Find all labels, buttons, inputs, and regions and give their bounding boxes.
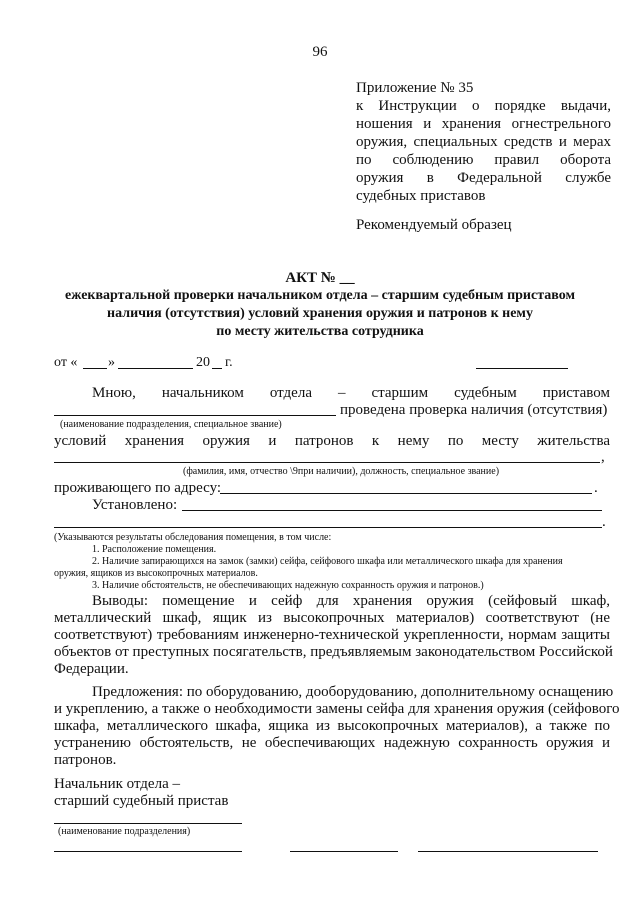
date-prefix: от « [54, 355, 78, 370]
conclusions-line: объектов от преступных посягательств, предъявляемым законодательством Российской [54, 644, 613, 660]
appendix-block [356, 80, 611, 206]
date-quote-close: » [108, 355, 115, 370]
signature-hint: (наименование подразделения) [58, 826, 191, 837]
appendix-line: по соблюдению правил оборота [356, 152, 611, 168]
notes-item-1: 1. Расположение помещения. [92, 544, 217, 555]
appendix-line: оружия, специальных средств и мерах [356, 134, 611, 150]
month-field[interactable] [118, 368, 193, 369]
notes-intro: (Указываются результаты обследования помещения, в том числе: [54, 532, 332, 543]
appendix-line: оружия в Федеральной службе [356, 170, 611, 186]
act-subtitle-line: по месту жительства сотрудника [216, 324, 424, 339]
signature-name-field[interactable] [418, 851, 598, 852]
hint-division: (наименование подразделения, специальное звание) [60, 419, 282, 430]
notes-item-2-cont: оружия, ящиков из высокопрочных материалов. [54, 568, 258, 579]
proposals-line: Предложения: по оборудованию, дооборудованию, дополнительному оснащению [92, 684, 614, 700]
person-field-end: , [601, 449, 605, 465]
body-line-2-tail: проведена проверка наличия (отсутствия) [340, 402, 608, 418]
appendix-title: Приложение № 35 [356, 80, 474, 96]
signature-field[interactable] [290, 851, 398, 852]
act-subtitle-line: наличия (отсутствия) условий хранения оружия и патронов к нему [107, 306, 533, 321]
hint-person: (фамилия, имя, отчество \9при наличии), должность, специальное звание) [183, 466, 500, 477]
proposals-line: устранению обстоятельств, не обеспечивающих надежную сохранность оружия и [54, 735, 610, 751]
proposals-line: и укреплению, а также о необходимости замены сейфа для хранения оружия (сейфового [54, 701, 620, 717]
division-field[interactable] [54, 415, 336, 416]
established-field[interactable] [54, 527, 602, 528]
signature-rank-field[interactable] [54, 851, 242, 852]
notes-item-2: 2. Наличие запирающихся на замок (замки) сейфа, сейфового шкафа или металлического шкафа для хранения [92, 556, 563, 567]
appendix-line: к Инструкции о порядке выдачи, [356, 98, 611, 114]
sample-note: Рекомендуемый образец [356, 217, 512, 233]
date-year: 20 [196, 355, 210, 370]
day-field[interactable] [83, 368, 107, 369]
act-subtitle-line: ежеквартальной проверки начальником отдела – старшим судебным приставом [65, 288, 575, 303]
address-field[interactable] [220, 493, 592, 494]
year-field[interactable] [212, 368, 222, 369]
established-label: Установлено: [92, 497, 178, 513]
established-field[interactable] [182, 510, 602, 511]
appendix-line: судебных приставов [356, 188, 486, 204]
proposals-last: патронов. [54, 752, 117, 768]
established-end: . [602, 514, 606, 530]
proposals-line: шкафа, металлического шкафа, ящика из высокопрочных материалов), а также по [54, 718, 610, 734]
conclusions-line: соответствуют) требованиям инженерно-технической укрепленности, нормам защиты [54, 627, 610, 643]
place-field[interactable] [476, 368, 568, 369]
address-end: . [594, 480, 598, 496]
appendix-line: ношения и хранения огнестрельного [356, 116, 611, 132]
notes-item-3: 3. Наличие обстоятельств, не обеспечивающих надежную сохранность оружия и патронов.) [92, 580, 484, 591]
body-line-1: Мною, начальником отдела – старшим судебным приставом [92, 385, 610, 401]
act-title: АКТ № __ [285, 270, 355, 286]
conclusions-line: металлический шкаф, ящик из высокопрочных материалов) соответствуют (не [54, 610, 610, 626]
person-field[interactable] [54, 462, 600, 463]
signature-division-field[interactable] [54, 823, 242, 824]
signature-line-2: старший судебный пристав [54, 793, 229, 809]
page-number: 96 [312, 44, 328, 60]
address-label: проживающего по адресу: [54, 480, 222, 496]
date-suffix: г. [225, 355, 233, 370]
body-line-3: условий хранения оружия и патронов к нему по месту жительства [54, 433, 610, 449]
signature-line-1: Начальник отдела – [54, 776, 180, 792]
conclusions-last: Федерации. [54, 661, 129, 677]
conclusions-line: Выводы: помещение и сейф для хранения оружия (сейфовый шкаф, [92, 593, 610, 609]
